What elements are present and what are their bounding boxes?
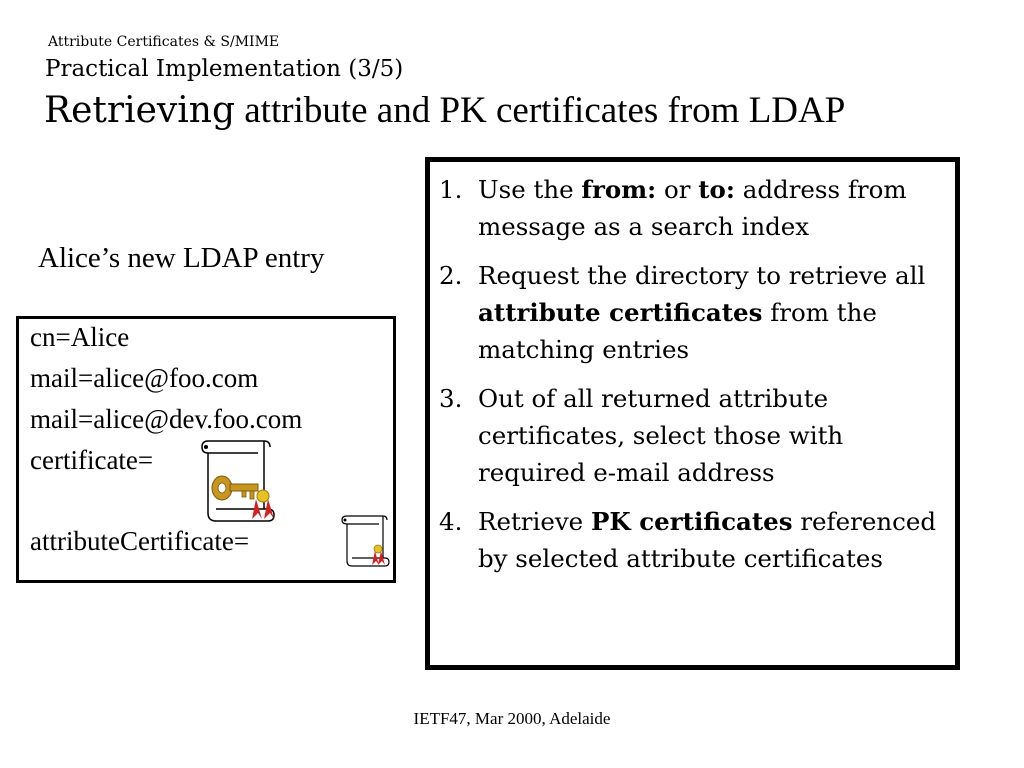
- step-number: 4.: [439, 507, 463, 536]
- slide-title: [44, 88, 845, 134]
- retrieval-steps-list: [439, 171, 954, 589]
- step-item: [439, 380, 954, 491]
- step-number: 1.: [439, 175, 463, 204]
- step-emphasis: PK certificates: [590, 507, 793, 536]
- ldap-entry-caption: Alice’s new LDAP entry: [38, 242, 325, 274]
- step-text: referenced by selected attribute certificates: [478, 507, 937, 573]
- ldap-attribute-certificate-line: attributeCertificate=: [30, 526, 250, 556]
- slide-course-label: Attribute Certificates & S/MIME: [48, 34, 280, 50]
- ldap-mail-dev-line: mail=alice@dev.foo.com: [30, 404, 303, 434]
- step-number: 3.: [439, 384, 463, 413]
- step-emphasis: from:: [581, 175, 657, 204]
- step-text: Retrieve: [478, 507, 591, 536]
- ldap-certificate-line: certificate=: [30, 445, 154, 475]
- certificate-scroll-with-key-icon: [194, 433, 284, 529]
- step-item: [439, 171, 954, 245]
- certificate-scroll-icon: [337, 511, 391, 571]
- step-item: [439, 257, 954, 368]
- ldap-cn-line: cn=Alice: [30, 322, 130, 352]
- step-text: address from message as a search index: [478, 175, 907, 241]
- step-number: 2.: [439, 261, 463, 290]
- ldap-mail-line: mail=alice@foo.com: [30, 363, 259, 393]
- seal-icon: [252, 490, 274, 519]
- slide-section-label: Practical Implementation (3/5): [45, 56, 404, 82]
- step-text: from the matching entries: [478, 298, 877, 364]
- step-emphasis: to:: [698, 175, 735, 204]
- key-icon: [212, 476, 258, 500]
- step-emphasis: attribute certificates: [478, 298, 763, 327]
- ldap-entry-box: [16, 316, 396, 583]
- retrieval-steps-box: [425, 157, 960, 670]
- slide-title-lead: Retrieving: [44, 90, 235, 131]
- step-text: Use the: [478, 175, 582, 204]
- slide-footer: IETF47, Mar 2000, Adelaide: [413, 709, 611, 728]
- slide-title-rest: attribute and PK certificates from LDAP: [235, 90, 846, 131]
- step-text: Request the directory to retrieve all: [478, 261, 926, 290]
- step-text: Out of all returned attribute certificates, select those with required e-mail address: [478, 384, 844, 487]
- step-item: [439, 503, 954, 577]
- step-text: or: [656, 175, 699, 204]
